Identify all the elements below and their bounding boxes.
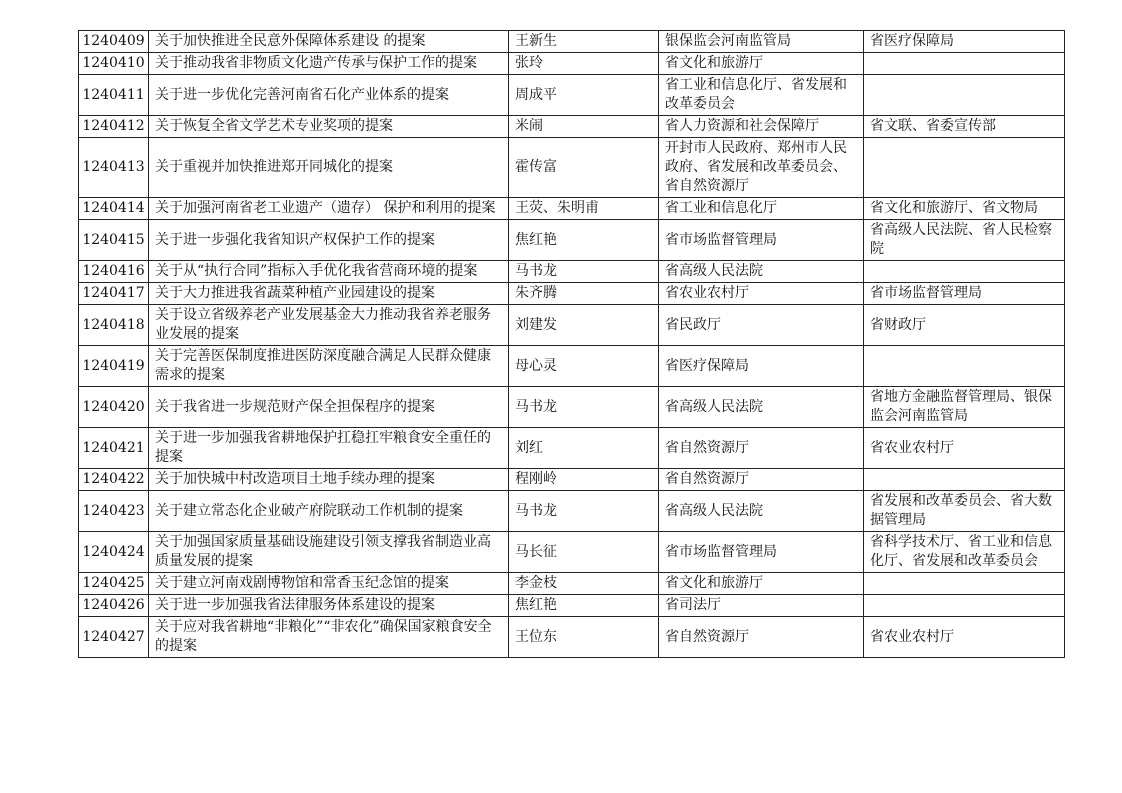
proposal-title-cell: 关于应对我省耕地“非粮化”“非农化”确保国家粮食安全的提案 (149, 617, 509, 658)
proposal-id-cell: 1240421 (79, 428, 149, 469)
proposer-cell: 马书龙 (509, 387, 659, 428)
co-department-cell (864, 138, 1065, 198)
lead-department-cell: 省高级人民法院 (659, 491, 864, 532)
co-department-cell (864, 261, 1065, 283)
proposal-title-cell: 关于恢复全省文学艺术专业奖项的提案 (149, 116, 509, 138)
proposer-cell: 李金枝 (509, 573, 659, 595)
proposal-id-cell: 1240417 (79, 283, 149, 305)
proposer-cell: 米闹 (509, 116, 659, 138)
proposal-id-cell: 1240419 (79, 346, 149, 387)
proposal-title-cell: 关于推动我省非物质文化遗产传承与保护工作的提案 (149, 53, 509, 75)
table-row (79, 617, 1065, 658)
table-row (79, 138, 1065, 198)
co-department-cell (864, 595, 1065, 617)
lead-department-cell: 省医疗保障局 (659, 346, 864, 387)
proposer-cell: 周成平 (509, 75, 659, 116)
proposal-id-cell: 1240418 (79, 305, 149, 346)
proposal-title-cell: 关于加快推进全民意外保障体系建设 的提案 (149, 31, 509, 53)
table-row (79, 31, 1065, 53)
proposal-id-cell: 1240415 (79, 220, 149, 261)
proposal-title-cell: 关于加快城中村改造项目土地手续办理的提案 (149, 469, 509, 491)
lead-department-cell: 省市场监督管理局 (659, 532, 864, 573)
proposer-cell: 马书龙 (509, 491, 659, 532)
co-department-cell: 省医疗保障局 (864, 31, 1065, 53)
lead-department-cell: 省文化和旅游厅 (659, 573, 864, 595)
table-row (79, 261, 1065, 283)
lead-department-cell: 省农业农村厅 (659, 283, 864, 305)
table-row (79, 469, 1065, 491)
co-department-cell: 省文化和旅游厅、省文物局 (864, 198, 1065, 220)
proposal-id-cell: 1240422 (79, 469, 149, 491)
proposal-title-cell: 关于大力推进我省蔬菜种植产业园建设的提案 (149, 283, 509, 305)
lead-department-cell: 省市场监督管理局 (659, 220, 864, 261)
lead-department-cell: 省民政厅 (659, 305, 864, 346)
co-department-cell: 省科学技术厅、省工业和信息化厅、省发展和改革委员会 (864, 532, 1065, 573)
co-department-cell: 省财政厅 (864, 305, 1065, 346)
proposer-cell: 王位东 (509, 617, 659, 658)
co-department-cell (864, 573, 1065, 595)
proposal-title-cell: 关于进一步强化我省知识产权保护工作的提案 (149, 220, 509, 261)
proposer-cell: 朱齐腾 (509, 283, 659, 305)
lead-department-cell: 省工业和信息化厅、省发展和改革委员会 (659, 75, 864, 116)
proposer-cell: 马书龙 (509, 261, 659, 283)
proposer-cell: 刘建发 (509, 305, 659, 346)
co-department-cell: 省高级人民法院、省人民检察院 (864, 220, 1065, 261)
co-department-cell: 省市场监督管理局 (864, 283, 1065, 305)
proposal-id-cell: 1240420 (79, 387, 149, 428)
table-row (79, 53, 1065, 75)
table-row (79, 220, 1065, 261)
proposal-title-cell: 关于我省进一步规范财产保全担保程序的提案 (149, 387, 509, 428)
co-department-cell: 省文联、省委宣传部 (864, 116, 1065, 138)
proposal-title-cell: 关于建立河南戏剧博物馆和常香玉纪念馆的提案 (149, 573, 509, 595)
proposer-cell: 马长征 (509, 532, 659, 573)
proposal-id-cell: 1240424 (79, 532, 149, 573)
proposer-cell: 程刚岭 (509, 469, 659, 491)
table-row (79, 75, 1065, 116)
proposal-id-cell: 1240410 (79, 53, 149, 75)
proposer-cell: 母心灵 (509, 346, 659, 387)
proposal-id-cell: 1240412 (79, 116, 149, 138)
table-row (79, 428, 1065, 469)
proposal-title-cell: 关于建立常态化企业破产府院联动工作机制的提案 (149, 491, 509, 532)
lead-department-cell: 省文化和旅游厅 (659, 53, 864, 75)
table-row (79, 491, 1065, 532)
proposal-id-cell: 1240427 (79, 617, 149, 658)
table-row (79, 116, 1065, 138)
proposal-id-cell: 1240426 (79, 595, 149, 617)
proposal-title-cell: 关于重视并加快推进郑开同城化的提案 (149, 138, 509, 198)
proposer-cell: 张玲 (509, 53, 659, 75)
lead-department-cell: 银保监会河南监管局 (659, 31, 864, 53)
proposal-id-cell: 1240423 (79, 491, 149, 532)
proposal-id-cell: 1240409 (79, 31, 149, 53)
lead-department-cell: 省自然资源厅 (659, 617, 864, 658)
co-department-cell (864, 346, 1065, 387)
proposer-cell: 霍传富 (509, 138, 659, 198)
lead-department-cell: 省高级人民法院 (659, 387, 864, 428)
table-row (79, 283, 1065, 305)
proposal-id-cell: 1240425 (79, 573, 149, 595)
co-department-cell (864, 469, 1065, 491)
co-department-cell: 省农业农村厅 (864, 617, 1065, 658)
co-department-cell: 省农业农村厅 (864, 428, 1065, 469)
lead-department-cell: 开封市人民政府、郑州市人民政府、省发展和改革委员会、省自然资源厅 (659, 138, 864, 198)
lead-department-cell: 省高级人民法院 (659, 261, 864, 283)
proposal-title-cell: 关于加强河南省老工业遗产（遗存） 保护和利用的提案 (149, 198, 509, 220)
proposer-cell: 焦红艳 (509, 595, 659, 617)
lead-department-cell: 省人力资源和社会保障厅 (659, 116, 864, 138)
table-row (79, 198, 1065, 220)
proposal-id-cell: 1240411 (79, 75, 149, 116)
proposal-table-body (79, 31, 1065, 658)
table-row (79, 305, 1065, 346)
proposer-cell: 刘红 (509, 428, 659, 469)
table-row (79, 595, 1065, 617)
proposal-title-cell: 关于完善医保制度推进医防深度融合满足人民群众健康需求的提案 (149, 346, 509, 387)
proposal-title-cell: 关于从“执行合同”指标入手优化我省营商环境的提案 (149, 261, 509, 283)
proposal-title-cell: 关于设立省级养老产业发展基金大力推动我省养老服务业发展的提案 (149, 305, 509, 346)
proposal-title-cell: 关于进一步优化完善河南省石化产业体系的提案 (149, 75, 509, 116)
proposal-id-cell: 1240414 (79, 198, 149, 220)
proposal-table (78, 30, 1065, 658)
lead-department-cell: 省工业和信息化厅 (659, 198, 864, 220)
co-department-cell (864, 75, 1065, 116)
proposer-cell: 王荧、朱明甫 (509, 198, 659, 220)
proposer-cell: 焦红艳 (509, 220, 659, 261)
table-row (79, 532, 1065, 573)
proposer-cell: 王新生 (509, 31, 659, 53)
co-department-cell (864, 53, 1065, 75)
co-department-cell: 省发展和改革委员会、省大数据管理局 (864, 491, 1065, 532)
table-row (79, 573, 1065, 595)
proposal-title-cell: 关于加强国家质量基础设施建设引领支撑我省制造业高质量发展的提案 (149, 532, 509, 573)
proposal-sheet (78, 30, 1066, 658)
proposal-id-cell: 1240416 (79, 261, 149, 283)
co-department-cell: 省地方金融监督管理局、银保监会河南监管局 (864, 387, 1065, 428)
table-row (79, 387, 1065, 428)
table-row (79, 346, 1065, 387)
lead-department-cell: 省自然资源厅 (659, 428, 864, 469)
lead-department-cell: 省司法厅 (659, 595, 864, 617)
proposal-id-cell: 1240413 (79, 138, 149, 198)
proposal-title-cell: 关于进一步加强我省耕地保护扛稳扛牢粮食安全重任的提案 (149, 428, 509, 469)
proposal-title-cell: 关于进一步加强我省法律服务体系建设的提案 (149, 595, 509, 617)
lead-department-cell: 省自然资源厅 (659, 469, 864, 491)
